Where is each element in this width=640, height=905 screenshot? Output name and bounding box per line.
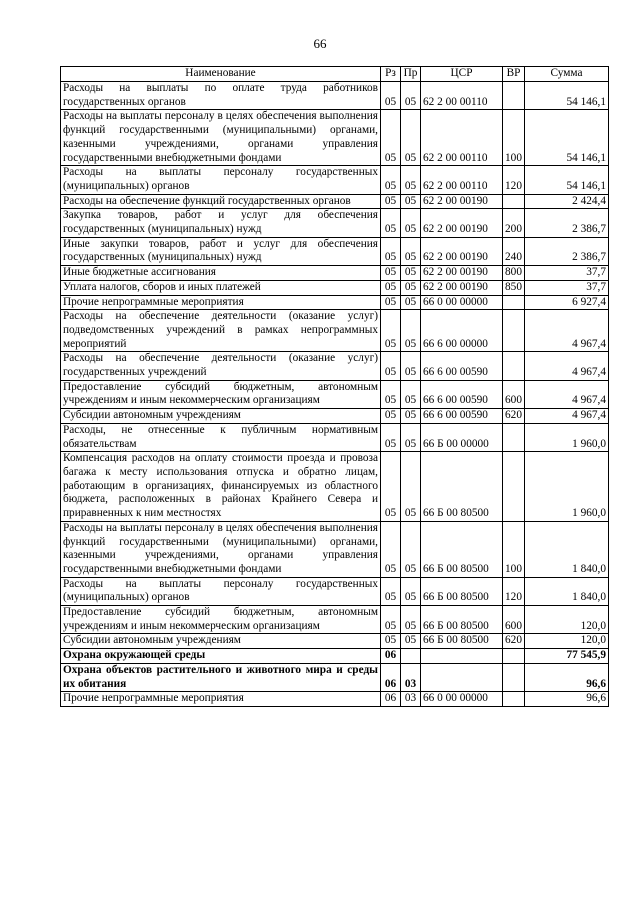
header-pr: Пр <box>401 67 421 82</box>
row-name: Охрана окружающей среды <box>61 649 381 664</box>
row-csr: 66 6 00 00000 <box>421 310 503 352</box>
row-vr: 120 <box>503 577 525 605</box>
row-rz: 05 <box>381 352 401 380</box>
row-vr: 620 <box>503 634 525 649</box>
row-pr: 05 <box>401 237 421 265</box>
row-rz: 06 <box>381 649 401 664</box>
row-pr <box>401 649 421 664</box>
row-sum: 4 967,4 <box>525 409 609 424</box>
row-vr <box>503 692 525 707</box>
row-rz: 05 <box>381 452 401 522</box>
row-rz: 06 <box>381 692 401 707</box>
header-name: Наименование <box>61 67 381 82</box>
budget-table <box>60 66 609 707</box>
row-sum: 6 927,4 <box>525 295 609 310</box>
row-name: Уплата налогов, сборов и иных платежей <box>61 280 381 295</box>
row-rz: 05 <box>381 606 401 634</box>
row-sum: 1 960,0 <box>525 452 609 522</box>
row-pr: 05 <box>401 166 421 194</box>
row-vr <box>503 352 525 380</box>
table-row <box>61 194 609 209</box>
row-rz: 05 <box>381 194 401 209</box>
row-sum: 54 146,1 <box>525 166 609 194</box>
row-sum: 120,0 <box>525 634 609 649</box>
row-pr: 05 <box>401 380 421 408</box>
row-vr: 120 <box>503 166 525 194</box>
row-vr <box>503 310 525 352</box>
row-rz: 05 <box>381 423 401 451</box>
row-vr: 600 <box>503 380 525 408</box>
row-vr: 850 <box>503 280 525 295</box>
row-name: Субсидии автономным учреждениям <box>61 409 381 424</box>
row-rz: 05 <box>381 310 401 352</box>
row-name: Расходы на выплаты персоналу в целях обеспечения выполнения функций государственными (муниципальными) органами, казенными учреждениями, органами управления государственными внебюджетными фондами <box>61 110 381 166</box>
header-vr: ВР <box>503 67 525 82</box>
row-vr: 600 <box>503 606 525 634</box>
row-name: Предоставление субсидий бюджетным, автономным учреждениям и иным некоммерческим организациям <box>61 380 381 408</box>
header-sum: Сумма <box>525 67 609 82</box>
row-pr: 05 <box>401 82 421 110</box>
row-csr: 66 Б 00 80500 <box>421 452 503 522</box>
row-vr <box>503 649 525 664</box>
row-vr: 800 <box>503 266 525 281</box>
row-rz: 05 <box>381 295 401 310</box>
table-row <box>61 692 609 707</box>
row-csr: 66 Б 00 80500 <box>421 577 503 605</box>
row-sum: 4 967,4 <box>525 310 609 352</box>
row-vr <box>503 194 525 209</box>
row-sum: 37,7 <box>525 280 609 295</box>
table-row <box>61 295 609 310</box>
row-csr: 62 2 00 00110 <box>421 110 503 166</box>
row-sum: 54 146,1 <box>525 82 609 110</box>
row-name: Иные бюджетные ассигнования <box>61 266 381 281</box>
row-vr <box>503 663 525 691</box>
row-csr: 66 6 00 00590 <box>421 409 503 424</box>
row-sum: 96,6 <box>525 663 609 691</box>
row-rz: 05 <box>381 280 401 295</box>
row-vr: 200 <box>503 209 525 237</box>
table-row <box>61 577 609 605</box>
row-pr: 05 <box>401 521 421 577</box>
row-rz: 05 <box>381 166 401 194</box>
row-pr: 05 <box>401 352 421 380</box>
row-sum: 2 386,7 <box>525 209 609 237</box>
row-vr: 100 <box>503 110 525 166</box>
row-csr: 66 Б 00 00000 <box>421 423 503 451</box>
row-name: Расходы на выплаты по оплате труда работников государственных органов <box>61 82 381 110</box>
row-name: Расходы на обеспечение деятельности (оказание услуг) государственных учреждений <box>61 352 381 380</box>
row-name: Иные закупки товаров, работ и услуг для обеспечения государственных (муниципальных) нужд <box>61 237 381 265</box>
row-csr: 62 2 00 00110 <box>421 82 503 110</box>
row-name: Расходы на обеспечение функций государственных органов <box>61 194 381 209</box>
row-vr: 240 <box>503 237 525 265</box>
row-name: Субсидии автономным учреждениям <box>61 634 381 649</box>
row-csr: 62 2 00 00190 <box>421 280 503 295</box>
row-sum: 2 424,4 <box>525 194 609 209</box>
table-row <box>61 452 609 522</box>
row-name: Расходы на выплаты персоналу государственных (муниципальных) органов <box>61 577 381 605</box>
row-sum: 2 386,7 <box>525 237 609 265</box>
row-csr: 62 2 00 00190 <box>421 209 503 237</box>
row-name: Расходы на обеспечение деятельности (оказание услуг) подведомственных учреждений в рамках непрограммных мероприятий <box>61 310 381 352</box>
table-row <box>61 409 609 424</box>
row-rz: 05 <box>381 237 401 265</box>
row-sum: 96,6 <box>525 692 609 707</box>
row-name: Прочие непрограммные мероприятия <box>61 295 381 310</box>
row-csr: 66 Б 00 80500 <box>421 521 503 577</box>
row-name: Расходы, не отнесенные к публичным нормативным обязательствам <box>61 423 381 451</box>
row-pr: 05 <box>401 423 421 451</box>
table-row <box>61 266 609 281</box>
row-pr: 05 <box>401 634 421 649</box>
row-csr: 62 2 00 00190 <box>421 266 503 281</box>
table-row <box>61 649 609 664</box>
header-csr: ЦСР <box>421 67 503 82</box>
row-name: Расходы на выплаты персоналу в целях обеспечения выполнения функций государственными (муниципальными) органами, казенными учреждениями, органами управления государственными внебюджетными фондами <box>61 521 381 577</box>
table-row <box>61 663 609 691</box>
row-rz: 05 <box>381 82 401 110</box>
row-name: Расходы на выплаты персоналу государственных (муниципальных) органов <box>61 166 381 194</box>
row-vr <box>503 295 525 310</box>
row-csr: 66 0 00 00000 <box>421 692 503 707</box>
row-sum: 1 840,0 <box>525 521 609 577</box>
row-name: Охрана объектов растительного и животного мира и среды их обитания <box>61 663 381 691</box>
row-name: Закупка товаров, работ и услуг для обеспечения государственных (муниципальных) нужд <box>61 209 381 237</box>
table-row <box>61 634 609 649</box>
row-rz: 05 <box>381 521 401 577</box>
row-sum: 37,7 <box>525 266 609 281</box>
row-rz: 06 <box>381 663 401 691</box>
row-vr <box>503 452 525 522</box>
row-rz: 05 <box>381 209 401 237</box>
row-csr: 62 2 00 00190 <box>421 237 503 265</box>
row-pr: 05 <box>401 452 421 522</box>
table-row <box>61 352 609 380</box>
row-pr: 05 <box>401 266 421 281</box>
row-pr: 05 <box>401 209 421 237</box>
page-number: 66 <box>313 36 327 51</box>
table-header-row <box>61 67 609 82</box>
row-vr <box>503 423 525 451</box>
row-pr: 03 <box>401 692 421 707</box>
row-name: Компенсация расходов на оплату стоимости проезда и провоза багажа к месту использования отпуска и обратно лицам, работающим в организациях, финансируемых из областного бюджета, расположенных в районах Крайнего Севера и приравненных к ним местностях <box>61 452 381 522</box>
table-row <box>61 82 609 110</box>
row-rz: 05 <box>381 409 401 424</box>
row-sum: 1 960,0 <box>525 423 609 451</box>
table-row <box>61 110 609 166</box>
row-name: Прочие непрограммные мероприятия <box>61 692 381 707</box>
row-pr: 05 <box>401 409 421 424</box>
row-pr: 05 <box>401 606 421 634</box>
row-csr: 66 Б 00 80500 <box>421 634 503 649</box>
table-row <box>61 166 609 194</box>
row-name: Предоставление субсидий бюджетным, автономным учреждениям и иным некоммерческим организациям <box>61 606 381 634</box>
table-row <box>61 209 609 237</box>
row-rz: 05 <box>381 380 401 408</box>
row-sum: 4 967,4 <box>525 352 609 380</box>
row-sum: 1 840,0 <box>525 577 609 605</box>
row-csr <box>421 663 503 691</box>
row-vr <box>503 82 525 110</box>
header-rz: Рз <box>381 67 401 82</box>
row-csr: 66 6 00 00590 <box>421 352 503 380</box>
row-rz: 05 <box>381 266 401 281</box>
table-body <box>61 82 609 707</box>
row-pr: 05 <box>401 577 421 605</box>
row-sum: 4 967,4 <box>525 380 609 408</box>
row-rz: 05 <box>381 634 401 649</box>
row-sum: 77 545,9 <box>525 649 609 664</box>
table-row <box>61 310 609 352</box>
row-sum: 54 146,1 <box>525 110 609 166</box>
row-csr: 62 2 00 00190 <box>421 194 503 209</box>
row-pr: 05 <box>401 194 421 209</box>
row-csr: 66 6 00 00590 <box>421 380 503 408</box>
row-csr: 66 Б 00 80500 <box>421 606 503 634</box>
table-row <box>61 606 609 634</box>
row-sum: 120,0 <box>525 606 609 634</box>
row-vr: 620 <box>503 409 525 424</box>
table-row <box>61 423 609 451</box>
row-rz: 05 <box>381 110 401 166</box>
row-csr: 62 2 00 00110 <box>421 166 503 194</box>
row-pr: 03 <box>401 663 421 691</box>
row-pr: 05 <box>401 110 421 166</box>
row-csr <box>421 649 503 664</box>
row-vr: 100 <box>503 521 525 577</box>
row-rz: 05 <box>381 577 401 605</box>
table-row <box>61 521 609 577</box>
row-csr: 66 0 00 00000 <box>421 295 503 310</box>
row-pr: 05 <box>401 310 421 352</box>
table-row <box>61 380 609 408</box>
table-row <box>61 237 609 265</box>
table-row <box>61 280 609 295</box>
row-pr: 05 <box>401 280 421 295</box>
row-pr: 05 <box>401 295 421 310</box>
